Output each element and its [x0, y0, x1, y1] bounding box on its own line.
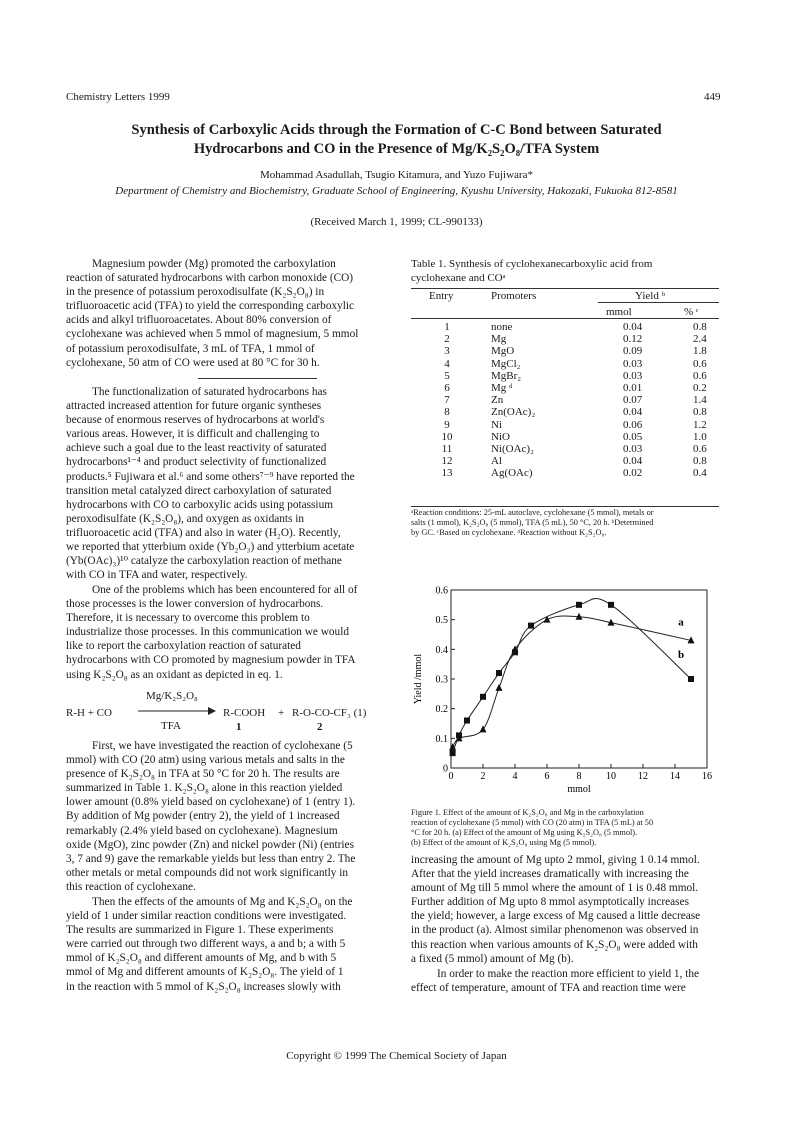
table-top-rule	[411, 288, 719, 289]
para3-lines-line: First, we have investigated the reaction of cyclohexane (5	[92, 740, 353, 752]
right-lines-line: Further addition of Mg upto 8 mmol asymptotically increases	[411, 896, 689, 909]
cell-entry: 11	[441, 443, 453, 456]
para4-lines-line: mmol of Mg and different amounts of K₂S₂O₈. The yield of 1	[66, 966, 344, 979]
cell-entry: 10	[441, 430, 453, 443]
cell-mmol: 0.05	[623, 430, 643, 443]
table-row	[411, 467, 735, 479]
table-footnote	[411, 508, 729, 538]
page-number: 449	[704, 91, 721, 103]
y-tick-label: 0.4	[435, 644, 448, 656]
cell-entry: 9	[444, 418, 450, 431]
cell-percent: 0.8	[693, 455, 707, 468]
cell-entry: 8	[444, 406, 450, 419]
table-row	[411, 382, 735, 394]
cell-promoter: none	[491, 321, 513, 333]
yield-table	[411, 321, 735, 480]
cell-promoter: MgBr₂	[491, 369, 522, 382]
para4-lines-line: The results are summarized in Figure 1. These experiments	[66, 924, 334, 937]
table-row	[411, 419, 735, 431]
table-row	[411, 455, 735, 467]
cell-promoter: Zn(OAc)₂	[491, 406, 536, 419]
para1-lines-line: because of enormous reserves of hydrocarbons at world's	[66, 414, 325, 427]
table-row	[411, 345, 735, 357]
figure-caption-line: (b) Effect of the amount of K₂S₂O₈ using Mg (5 mmol).	[411, 838, 597, 847]
y-tick-label: 0.3	[435, 674, 448, 686]
cell-entry: 7	[444, 394, 450, 407]
abstract-lines-line: trifluoroacetic acid (TFA) to yield the corresponding carboxylic	[66, 300, 355, 313]
cell-percent: 0.6	[693, 443, 707, 456]
figure-caption-line: °C for 20 h. (a) Effect of the amount of Mg using K₂S₂O₈ (5 mmol).	[411, 828, 638, 837]
eq-reactants: R-H + CO	[66, 707, 112, 719]
cell-percent: 0.6	[693, 369, 707, 382]
x-tick-label: 14	[670, 771, 680, 782]
table-footnote-line-3: by GC. ᶜBased on cyclohexane. ᵈReaction without K₂S₂O₈.	[411, 528, 607, 537]
eq-plus: +	[278, 707, 285, 719]
cell-mmol: 0.01	[623, 382, 643, 395]
para2-lines-line: those processes is the lower conversion of hydrocarbons.	[66, 598, 324, 611]
table-bottom-rule	[411, 506, 719, 507]
figure-caption	[411, 808, 729, 848]
table-row	[411, 406, 735, 418]
cell-mmol: 0.03	[623, 357, 643, 370]
right-lines-line: amount of Mg till 5 mmol where the amount of 1 is 0.48 mmol.	[411, 882, 699, 895]
col-header-percent: % ᶜ	[684, 306, 699, 318]
para2-lines-line: hydrocarbons with CO promoted by magnesium powder in TFA	[66, 654, 356, 667]
cell-mmol: 0.12	[623, 333, 643, 346]
cell-promoter: Mg	[491, 333, 507, 346]
paragraph-metal-screening	[66, 739, 382, 894]
para3-lines-line: 3, 7 and 9) gave the remarkable yields but less than entry 2. The	[66, 852, 356, 865]
eq-product-1: R-COOH	[223, 707, 266, 719]
series-b-point	[512, 649, 518, 655]
x-tick-label: 0	[448, 771, 454, 782]
cell-mmol: 0.04	[623, 406, 643, 419]
right-lines-line: in the product (a). Almost similar phenomenon was observed in	[411, 924, 699, 937]
abstract-lines-line: reaction of saturated hydrocarbons with carbon monoxide (CO)	[66, 272, 354, 285]
series-b-point	[528, 623, 534, 629]
para1-lines-line: we reported that ytterbium oxide (Yb₂O₃) and ytterbium acetate	[66, 541, 355, 554]
x-tick-label: 4	[512, 771, 518, 782]
para3-lines-line: presence of K₂S₂O₈ in TFA at 50 °C for 20 h. The results are	[66, 768, 340, 781]
table-footnote-line-2: salts (1 mmol), K₂S₂O₈ (5 mmol), TFA (5 mL), 50 °C, 20 h. ᵇDetermined	[411, 518, 654, 527]
cell-entry: 6	[444, 382, 450, 395]
journal-name: Chemistry Letters 1999	[66, 91, 170, 103]
cell-percent: 1.0	[693, 430, 707, 443]
series-b-point	[496, 670, 502, 676]
eq-below-arrow: TFA	[161, 720, 181, 732]
series-a-point	[496, 684, 503, 691]
right-para-lines-line: In order to make the reaction more efficient to yield 1, the	[437, 968, 700, 980]
cell-entry: 2	[444, 333, 450, 346]
eq-above-arrow: Mg/K₂S₂O₈	[146, 690, 198, 702]
eq-label-2: 2	[317, 721, 323, 733]
table-row	[411, 443, 735, 455]
cell-percent: 2.4	[693, 333, 707, 346]
abstract-lines-line: of potassium peroxodisulfate, 3 mL of TFA, 1 mmol of	[66, 342, 315, 355]
paragraph-intro	[66, 385, 382, 582]
cell-promoter: Ag(OAc)	[491, 467, 533, 480]
series-b-line	[453, 598, 691, 753]
para1-lines-line: products.⁵ Fujiwara et al.⁶ and some others⁷⁻⁹ have reported the	[66, 470, 355, 483]
x-tick-label: 2	[480, 771, 486, 782]
table-header-rule	[411, 318, 719, 319]
para1-lines-line: hydrocarbons¹⁻⁴ and product selectivity of functionalized	[66, 456, 327, 469]
col-header-entry: Entry	[429, 290, 454, 302]
table-row	[411, 333, 735, 345]
y-tick-label: 0	[443, 763, 448, 775]
para1-lines-line: trifluoroacetic acid (TFA) and also in water (H₂O). Recently,	[66, 526, 341, 539]
equation-1	[66, 680, 382, 732]
para4-lines-line: mmol of K₂S₂O₈ and different amounts of Mg, and b with 5	[66, 952, 337, 965]
cell-mmol: 0.06	[623, 418, 643, 431]
col-header-mmol: mmol	[606, 306, 632, 318]
copyright-footer: Copyright © 1999 The Chemical Society of Japan	[286, 1050, 507, 1062]
para3-lines-line: By addition of Mg powder (entry 2), the yield of 1 increased	[66, 810, 340, 823]
cell-percent: 0.4	[693, 467, 707, 480]
col-header-yield: Yield ᵇ	[635, 290, 665, 302]
table-row	[411, 431, 735, 443]
para3-lines-line: this reaction of cyclohexane.	[66, 880, 196, 893]
para3-lines-line: summarized in Table 1. K₂S₂O₈ alone in this reaction yielded	[66, 782, 343, 795]
para4-lines-line: in the reaction with 5 mmol of K₂S₂O₈ increases slowly with	[66, 980, 341, 993]
title-line-1: Synthesis of Carboxylic Acids through the Formation of C-C Bond between Saturated	[131, 122, 662, 138]
figure-caption-line: reaction of cyclohexane (5 mmol) with CO (20 atm) in TFA (5 mL) at 50	[411, 818, 654, 827]
cell-mmol: 0.09	[623, 345, 643, 358]
cell-promoter: MgO	[491, 345, 515, 358]
cell-mmol: 0.04	[623, 321, 643, 333]
series-b-point	[480, 694, 486, 700]
abstract-lines-line: Magnesium powder (Mg) promoted the carboxylation	[92, 258, 336, 270]
para2-lines-line: industrialize those processes. In this communication we would	[66, 626, 349, 639]
cell-entry: 3	[444, 345, 450, 358]
abstract-lines-line: cyclohexane, 50 atm of CO were used at 80 °C for 30 h.	[66, 356, 320, 369]
table-row	[411, 370, 735, 382]
cell-entry: 1	[444, 321, 450, 333]
series-a-label: a	[678, 616, 684, 629]
para1-lines-line: achieve such a goal due to the least reactivity of saturated	[66, 442, 327, 455]
right-lines-line: a fixed (5 mmol) amount of Mg (b).	[411, 952, 574, 965]
yield-subrule	[598, 302, 719, 303]
x-tick-label: 10	[606, 771, 616, 782]
cell-promoter: Ni	[491, 418, 502, 431]
abstract-separator	[198, 378, 317, 379]
cell-promoter: Mg ᵈ	[491, 382, 513, 395]
cell-percent: 0.8	[693, 406, 707, 419]
x-tick-label: 12	[638, 771, 648, 782]
table-caption-line-2: cyclohexane and COᵃ	[411, 272, 506, 284]
y-axis-label: Yield /mmol	[413, 653, 424, 705]
para3-lines-line: oxide (MgO), zinc powder (Zn) and nickel powder (Ni) (entries	[66, 838, 354, 851]
table-footnote-line-1: ᵃReaction conditions: 25-mL autoclave, cyclohexane (5 mmol), metals or	[411, 508, 654, 517]
para1-lines-line: hydrocarbons with CO to carboxylic acids using potassium	[66, 498, 334, 511]
y-tick-label: 0.1	[435, 733, 448, 745]
y-tick-label: 0.6	[435, 585, 448, 597]
cell-percent: 0.6	[693, 357, 707, 370]
abstract-lines-line: cyclohexane was achieved when 5 mmol of magnesium, 5 mmol	[66, 328, 359, 341]
abstract-lines-line: acids and alkyl trifluoroacetates. About 80% conversion of	[66, 314, 332, 327]
para1-lines-line: transition metal catalyzed direct carboxylation of saturated	[66, 484, 332, 497]
table-row	[411, 321, 735, 333]
affiliation: Department of Chemistry and Biochemistry, Graduate School of Engineering, Kyushu University, Hakozaki, Fukuoka 812-8581	[115, 185, 678, 197]
col-header-promoters: Promoters	[491, 290, 537, 302]
figure-1-chart	[405, 580, 730, 805]
paragraph-problem	[66, 583, 382, 682]
para1-lines-line: The functionalization of saturated hydrocarbons has	[92, 386, 327, 398]
x-tick-label: 16	[702, 771, 712, 782]
eq-product-2: R-O-CO-CF₃ (1)	[292, 707, 367, 719]
paragraph-figure-intro	[66, 895, 382, 994]
cell-percent: 0.2	[693, 382, 707, 395]
series-b-point	[450, 750, 456, 756]
para3-lines-line: other metals or metal compounds did not work significantly in	[66, 866, 349, 879]
paragraph-figure-discussion	[411, 853, 729, 966]
x-axis-label: mmol	[567, 784, 591, 795]
cell-entry: 5	[444, 369, 450, 382]
y-tick-label: 0.5	[435, 615, 448, 627]
para1-lines-line: attracted increased attention for future organic syntheses	[66, 400, 322, 413]
table-caption-line-1: Table 1. Synthesis of cyclohexanecarboxylic acid from	[411, 258, 653, 270]
right-lines-line: this reaction when various amounts of K₂S₂O₈ were added with	[411, 938, 698, 951]
paragraph-optimization	[411, 967, 729, 995]
para1-lines-line: with CO in TFA and water, respectively.	[66, 569, 248, 582]
cell-percent: 1.2	[693, 418, 707, 431]
series-b-point	[576, 602, 582, 608]
reaction-arrow	[138, 705, 216, 717]
para2-lines-line: using K₂S₂O₈ as an oxidant as depicted in eq. 1.	[66, 668, 283, 681]
para1-lines-line: (Yb(OAc)₃)¹⁰ catalyze the carboxylation reaction of methane	[66, 555, 342, 568]
cell-entry: 13	[441, 467, 453, 480]
cell-promoter: Zn	[491, 394, 504, 407]
para4-lines-line: were carried out through two different ways, a and b; a with 5	[66, 938, 346, 951]
table-row	[411, 394, 735, 406]
authors: Mohammad Asadullah, Tsugio Kitamura, and Yuzo Fujiwara*	[260, 169, 533, 181]
right-para-lines-line: effect of temperature, amount of TFA and reaction time were	[411, 982, 686, 995]
para2-lines-line: like to report the carboxylation reaction of saturated	[66, 640, 301, 653]
cell-entry: 4	[444, 357, 450, 370]
cell-promoter: MgCl₂	[491, 357, 521, 370]
eq-label-1: 1	[236, 721, 242, 733]
para2-lines-line: Therefore, it is necessary to overcome this problem to	[66, 612, 310, 625]
x-tick-label: 6	[544, 771, 550, 782]
para3-lines-line: mmol) with CO (20 atm) using various metals and salts in the	[66, 754, 345, 767]
para4-lines-line: Then the effects of the amounts of Mg and K₂S₂O₈ on the	[92, 896, 353, 908]
series-b-point	[608, 602, 614, 608]
cell-promoter: NiO	[491, 430, 510, 443]
cell-promoter: Al	[491, 455, 502, 468]
abstract	[66, 257, 382, 370]
table-caption	[411, 257, 729, 285]
right-lines-line: After that the yield increases dramatically with increasing the	[411, 868, 689, 881]
title-line-2: Hydrocarbons and CO in the Presence of Mg/K₂S₂O₈/TFA System	[193, 141, 600, 157]
para3-lines-line: remarkably (2.4% yield based on cyclohexane). Magnesium	[66, 824, 338, 837]
series-b-point	[456, 732, 462, 738]
right-lines-line: the yield; however, a large excess of Mg caused a little decrease	[411, 910, 701, 923]
cell-promoter: Ni(OAc)₂	[491, 443, 534, 456]
series-a-line	[453, 616, 691, 747]
cell-percent: 0.8	[693, 321, 707, 333]
article-title	[0, 121, 793, 159]
para3-lines-line: lower amount (0.8% yield based on cyclohexane) of 1 (entry 1).	[66, 796, 356, 809]
received-date: (Received March 1, 1999; CL-990133)	[310, 216, 483, 228]
series-b-point	[464, 718, 470, 724]
cell-percent: 1.8	[693, 345, 707, 358]
para4-lines-line: yield of 1 under similar reaction conditions were investigated.	[66, 910, 347, 923]
series-b-point	[688, 676, 694, 682]
cell-mmol: 0.04	[623, 455, 643, 468]
cell-mmol: 0.03	[623, 369, 643, 382]
table-row	[411, 358, 735, 370]
x-tick-label: 8	[576, 771, 582, 782]
cell-percent: 1.4	[693, 394, 707, 407]
abstract-lines-line: in the presence of potassium peroxodisulfate (K₂S₂O₈) in	[66, 286, 325, 299]
cell-mmol: 0.02	[623, 467, 643, 480]
figure-caption-line: Figure 1. Effect of the amount of K₂S₂O₈ and Mg in the carboxylation	[411, 808, 644, 817]
para2-lines-line: One of the problems which has been encountered for all of	[92, 584, 358, 596]
y-tick-label: 0.2	[435, 704, 448, 716]
para1-lines-line: peroxodisulfate (K₂S₂O₈), and oxygen as oxidants in	[66, 512, 305, 525]
cell-mmol: 0.03	[623, 443, 643, 456]
cell-entry: 12	[441, 455, 453, 468]
para1-lines-line: various areas. However, it is difficult and challenging to	[66, 428, 320, 441]
series-b-label: b	[677, 649, 685, 662]
right-lines-line: increasing the amount of Mg upto 2 mmol, giving 1 0.14 mmol.	[411, 854, 700, 866]
cell-mmol: 0.07	[623, 394, 643, 407]
